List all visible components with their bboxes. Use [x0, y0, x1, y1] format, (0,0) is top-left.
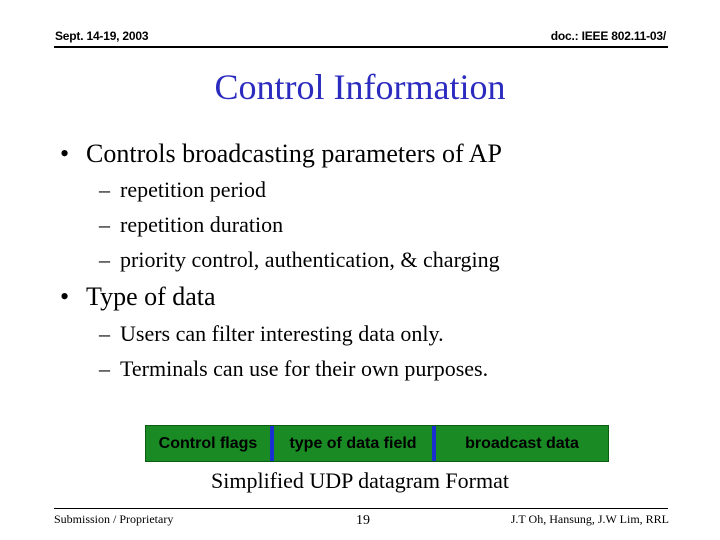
bullet-dot: • — [60, 282, 70, 311]
bullet-1 — [60, 139, 502, 169]
sub-bullet-1-3 — [99, 247, 500, 273]
header-doc-id: doc.: IEEE 802.11-03/ — [550, 29, 666, 43]
sub-bullet-1-1 — [99, 177, 266, 203]
bullet-2 — [60, 282, 216, 312]
sub-bullet-1-2 — [99, 212, 283, 238]
slide-title: Control Information — [214, 67, 506, 107]
sub-bullet-2-2-text: Terminals can use for their own purposes. — [120, 356, 489, 381]
field-broadcast-data: broadcast data — [465, 435, 579, 452]
sub-bullet-dash: – — [99, 321, 110, 346]
footer-submission: Submission / Proprietary — [54, 512, 174, 526]
sub-bullet-dash: – — [99, 212, 110, 237]
sub-bullet-2-2 — [99, 356, 488, 382]
footer-rule — [54, 508, 668, 509]
header-rule — [54, 46, 668, 48]
sub-bullet-dash: – — [99, 177, 110, 202]
bullet-dot: • — [60, 139, 70, 168]
sub-bullet-2-1 — [99, 321, 444, 347]
sub-bullet-2-1-text: Users can filter interesting data only. — [120, 321, 444, 346]
bullet-1-text: Controls broadcasting parameters of AP — [86, 139, 502, 168]
footer-authors: J.T Oh, Hansung, J.W Lim, RRL — [510, 512, 669, 526]
udp-datagram-diagram — [145, 425, 609, 462]
sub-bullet-1-1-text: repetition period — [120, 177, 267, 202]
bullet-2-text: Type of data — [86, 282, 216, 311]
sub-bullet-1-3-text: priority control, authentication, & charging — [120, 247, 500, 272]
sub-bullet-1-2-text: repetition duration — [120, 212, 284, 237]
diagram-caption: Simplified UDP datagram Format — [211, 468, 509, 493]
field-control-flags: Control flags — [158, 435, 258, 452]
sub-bullet-dash: – — [99, 247, 110, 272]
sub-bullet-dash: – — [99, 356, 110, 381]
header-date: Sept. 14-19, 2003 — [55, 29, 149, 43]
footer-page-number: 19 — [356, 513, 370, 528]
field-type-of-data: type of data field — [289, 435, 417, 452]
